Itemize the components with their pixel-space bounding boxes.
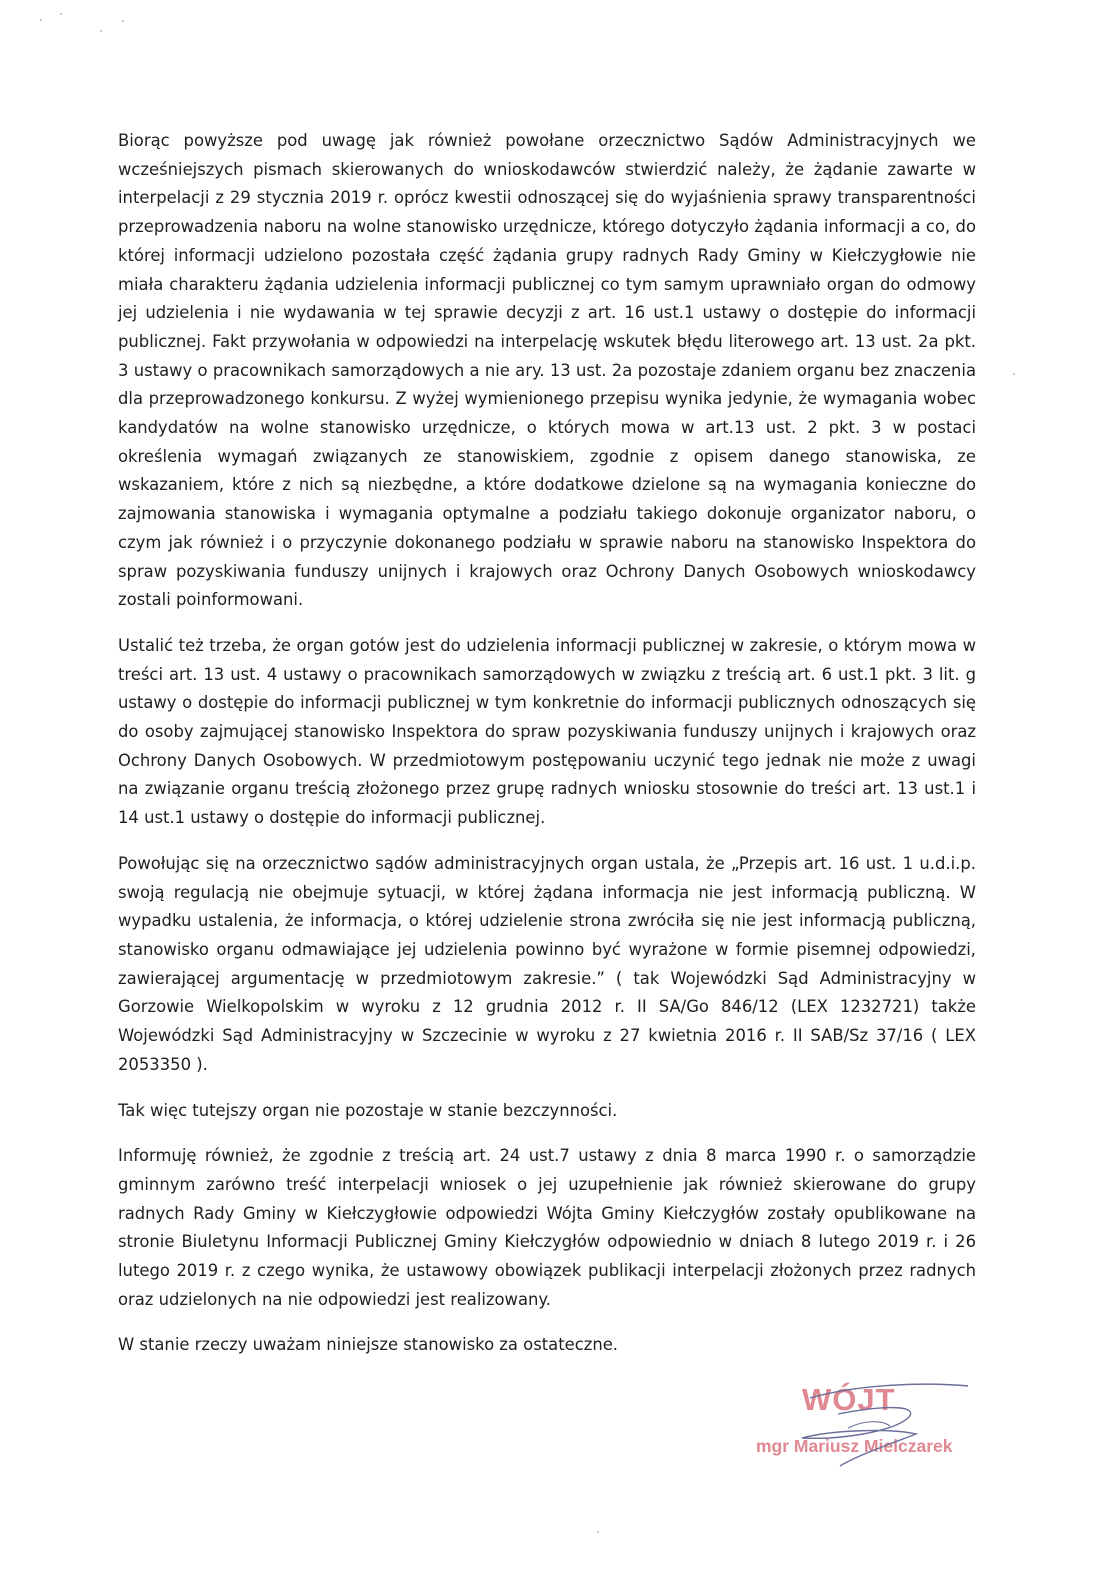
- stamp-name: mgr Mariusz Mielczarek: [756, 1436, 953, 1456]
- paragraph-recruitment: Biorąc powyższe pod uwagę jak również powołane orzecznictwo Sądów Administracyjnych we wcześniejszych pismach skierowanych do wnioskodawców stwierdzić należy, że żądanie zawarte w interpelacji z 29 stycznia 2019 r. oprócz kwestii odnoszącej się do wyjaśnienia sprawy transparentności przeprowadzenia naboru na wolne stanowisko urzędnicze, którego dotyczyło żądania informacji a co, do której informacji udzielono pozostała część żądania grupy radnych Rady Gminy w Kiełczygłowie nie miała charakteru żądania udzielenia informacji publicznej co tym samym uprawniało organ do odmowy jej udzielenia i nie wydawania w tej sprawie decyzji z art. 16 ust.1 ustawy o dostępie do informacji publicznej. Fakt przywołania w odpowiedzi na interpelację wskutek błędu literowego art. 13 ust. 2a pkt. 3 ustawy o pracownikach samorządowych a nie ary. 13 ust. 2a pozostaje zdaniem organu bez znaczenia dla przeprowadzonego konkursu. Z wyżej wymienionego przepisu wynika jedynie, że wymagania wobec kandydatów na wolne stanowisko urzędnicze, o których mowa w art.13 ust. 2 pkt. 3 w postaci określenia wymagań związanych ze stanowiskiem, zgodnie z opisem danego stanowiska, ze wskazaniem, które z nich są niezbędne, a które dodatkowe dzielone są na wymagania konieczne do zajmowania stanowiska i wymagania optymalne a podziału takiego dokonuje organizator naboru, o czym jak również i o przyczynie dokonanego podziału w sprawie naboru na stanowisko Inspektora do spraw pozyskiwania funduszy unijnych i krajowych oraz Ochrony Danych Osobowych wnioskodawcy zostali poinformowani.: [118, 131, 976, 610]
- paragraph-public-information: Ustalić też trzeba, że organ gotów jest do udzielenia informacji publicznej w zakresie, o którym mowa w treści art. 13 ust. 4 ustawy o pracownikach samorządowych w związku z treścią art. 6 ust.1 pkt. 3 lit. g ustawy o dostępie do informacji publicznej w tym konkretnie do informacji publicznych odnoszących się do osoby zajmującej stanowisko Inspektora do spraw pozyskiwania funduszy unijnych i krajowych oraz Ochrony Danych Osobowych. W przedmiotowym postępowaniu uczynić tego jednak nie może z uwagi na związanie organu treścią złożonego przez grupę radnych wniosku stosownie do treści art. 13 ust.1 i 14 ust.1 ustawy o dostępie do informacji publicznej.: [118, 635, 976, 828]
- paragraph-case-law: Powołując się na orzecznictwo sądów administracyjnych organ ustala, że „Przepis art. 16 ust. 1 u.d.i.p. swoją regulacją nie obejmuje sytuacji, w której żądana informacja nie jest informacją publiczną. W wypadku ustalenia, że informacja, o której udzielenie strona zwróciła się nie jest informacją publiczną, stanowisko organu odmawiające jej udzielenia powinno być wyrażone w formie pisemnej odpowiedzi, zawierającej argumentację w przedmiotowym zakresie.” ( tak Wojewódzki Sąd Administracyjny w Gorzowie Wielkopolskim w wyroku z 12 grudnia 2012 r. II SA/Go 846/12 (LEX 1232721) także Wojewódzki Sąd Administracyjny w Szczecinie w wyroku z 27 kwietnia 2016 r. II SAB/Sz 37/16 ( LEX 2053350 ).: [118, 853, 976, 1074]
- signature-stamp: [740, 1378, 980, 1478]
- paragraph-publication: Informuję również, że zgodnie z treścią art. 24 ust.7 ustawy z dnia 8 marca 1990 r. o samorządzie gminnym zarówno treść interpelacji wniosek o jej uzupełnienie jak również skierowane do grupy radnych Rady Gminy w Kiełczygłowie odpowiedzi Wójta Gminy Kiełczygłów zostały opublikowane na stronie Biuletynu Informacji Publicznej Gminy Kiełczygłów odpowiednio w dniach 8 lutego 2019 r. i 26 lutego 2019 r. z czego wynika, że ustawowy obowiązek publikacji interpelacji złożonych przez radnych oraz udzielonych na nie odpowiedzi jest realizowany.: [118, 1146, 976, 1309]
- letter-body: [118, 127, 976, 1360]
- handwritten-signature: [740, 1378, 980, 1478]
- paragraph-no-inaction: Tak więc tutejszy organ nie pozostaje w stanie bezczynności.: [118, 1100, 618, 1120]
- paragraph-final-position: W stanie rzeczy uważam niniejsze stanowisko za ostateczne.: [118, 1335, 619, 1355]
- stamp-title: WÓJT: [802, 1382, 896, 1417]
